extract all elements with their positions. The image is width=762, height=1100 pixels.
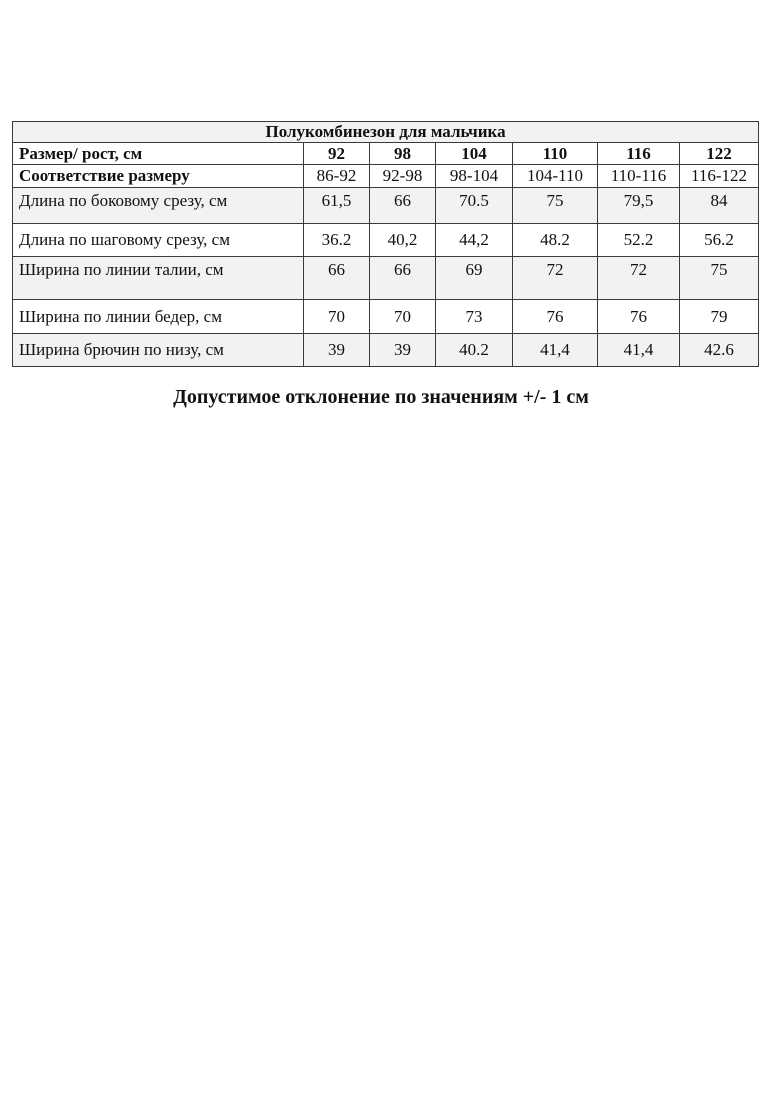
row-value: 48.2	[513, 224, 598, 257]
size-table	[12, 121, 759, 367]
row-value: 70	[370, 300, 436, 334]
row-value: 73	[436, 300, 513, 334]
row-label: Ширина по линии талии, см	[13, 257, 304, 300]
table-row	[13, 224, 759, 257]
row-value: 52.2	[598, 224, 680, 257]
table-title-row	[13, 122, 759, 143]
row-value: 79,5	[598, 188, 680, 224]
row-value: 75	[513, 188, 598, 224]
row-value: 69	[436, 257, 513, 300]
row-value: 79	[680, 300, 759, 334]
row-value: 40.2	[436, 334, 513, 367]
row-value: 76	[598, 300, 680, 334]
size-match-value: 110-116	[598, 165, 680, 188]
size-match-value: 104-110	[513, 165, 598, 188]
header-size: 110	[513, 143, 598, 165]
header-size: 104	[436, 143, 513, 165]
row-value: 40,2	[370, 224, 436, 257]
row-value: 42.6	[680, 334, 759, 367]
table-row	[13, 257, 759, 300]
row-value: 66	[370, 257, 436, 300]
size-match-value: 98-104	[436, 165, 513, 188]
size-match-value: 116-122	[680, 165, 759, 188]
row-label: Длина по шаговому срезу, см	[13, 224, 304, 257]
header-size: 122	[680, 143, 759, 165]
size-match-value: 86-92	[304, 165, 370, 188]
row-value: 36.2	[304, 224, 370, 257]
table-row	[13, 188, 759, 224]
row-value: 72	[598, 257, 680, 300]
size-match-label: Соответствие размеру	[13, 165, 304, 188]
row-value: 66	[304, 257, 370, 300]
tolerance-note: Допустимое отклонение по значениям +/- 1 см	[173, 386, 589, 408]
row-value: 66	[370, 188, 436, 224]
row-value: 75	[680, 257, 759, 300]
header-label: Размер/ рост, см	[13, 143, 304, 165]
row-value: 41,4	[513, 334, 598, 367]
row-value: 44,2	[436, 224, 513, 257]
row-value: 41,4	[598, 334, 680, 367]
table-title: Полукомбинезон для мальчика	[13, 122, 759, 143]
header-size: 116	[598, 143, 680, 165]
row-label: Ширина брючин по низу, см	[13, 334, 304, 367]
row-value: 76	[513, 300, 598, 334]
size-match-value: 92-98	[370, 165, 436, 188]
table-header-row	[13, 143, 759, 165]
row-value: 56.2	[680, 224, 759, 257]
row-value: 84	[680, 188, 759, 224]
row-value: 39	[304, 334, 370, 367]
row-value: 70.5	[436, 188, 513, 224]
row-label: Длина по боковому срезу, см	[13, 188, 304, 224]
row-label: Ширина по линии бедер, см	[13, 300, 304, 334]
row-value: 39	[370, 334, 436, 367]
header-size: 98	[370, 143, 436, 165]
header-size: 92	[304, 143, 370, 165]
table-row	[13, 300, 759, 334]
row-value: 61,5	[304, 188, 370, 224]
table-row	[13, 334, 759, 367]
size-match-row	[13, 165, 759, 188]
row-value: 72	[513, 257, 598, 300]
row-value: 70	[304, 300, 370, 334]
